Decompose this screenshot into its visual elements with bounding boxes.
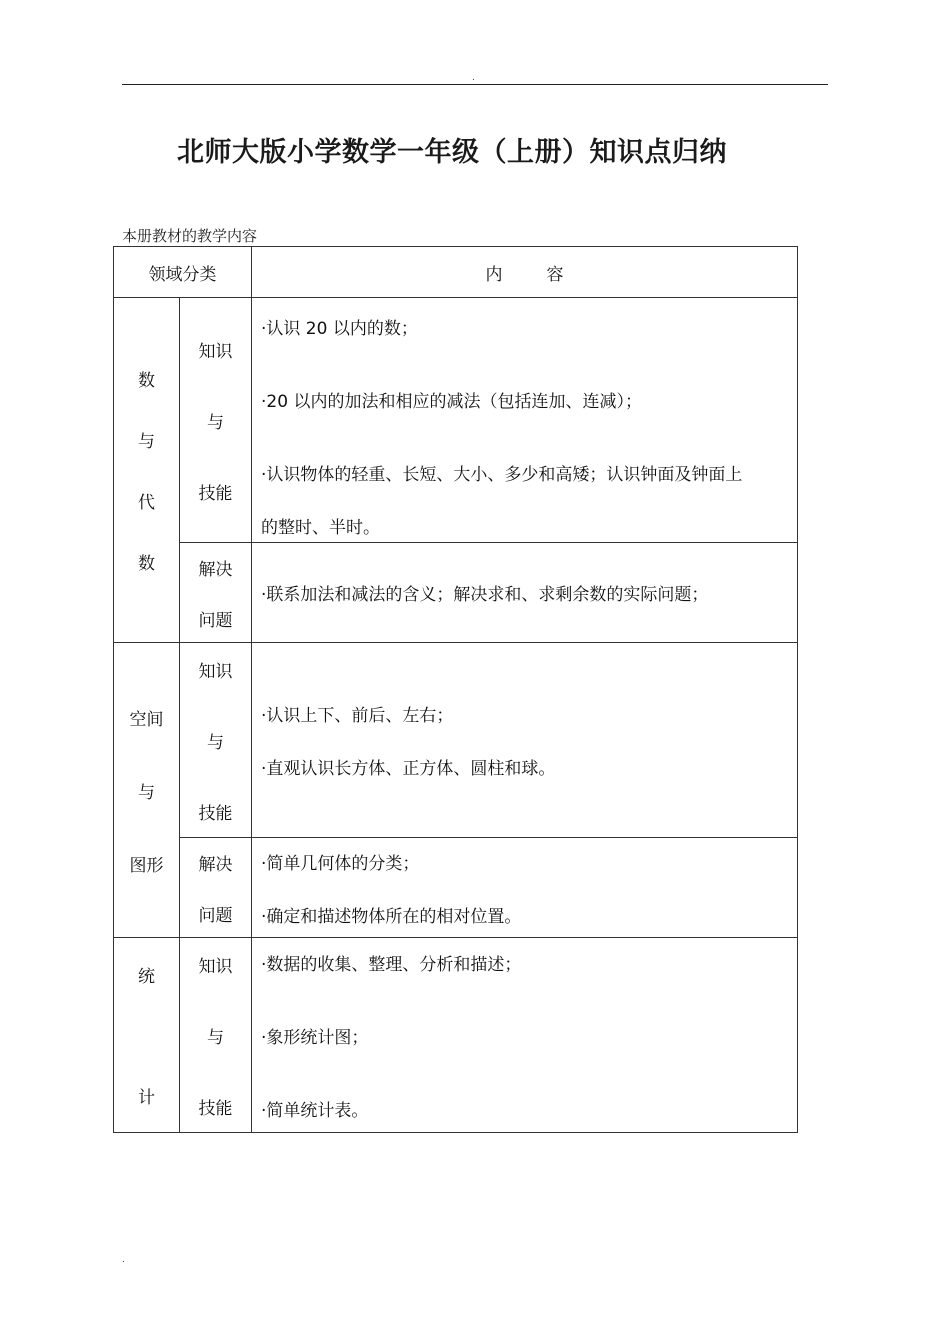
content-cell [252,938,798,1133]
header-domain-label: 领域分类 [148,264,217,285]
content-cell [252,298,798,543]
header-rule [122,84,828,85]
header-content-cell [252,247,798,298]
sub-cell-problem-solving [180,838,252,938]
sub-line: 知识 [198,956,233,977]
domain-line: 数 [138,554,155,574]
domain-cell-number-algebra [114,298,180,643]
sub-line: 技能 [198,1098,233,1119]
footer-dot: . [122,1255,125,1265]
header-content-label-a: 内 [485,264,503,285]
content-cell [252,643,798,838]
sub-line: 与 [207,412,224,433]
content-line: ·联系加法和减法的含义；解决求和、求剩余数的实际问题； [261,585,709,605]
content-cell [252,543,798,643]
content-table [113,246,798,1133]
content-line: ·简单统计表。 [261,1100,369,1121]
sub-cell-problem-solving [180,543,252,643]
content-line: ·象形统计图； [261,1027,369,1048]
content-line: ·简单几何体的分类； [261,853,420,874]
content-line: ·直观认识长方体、正方体、圆柱和球。 [261,759,556,779]
domain-line: 与 [138,782,155,803]
domain-line: 图形 [129,855,164,876]
header-domain-cell [114,247,252,298]
content-line: ·认识 20 以内的数； [261,319,418,339]
domain-line: 代 [138,493,155,513]
table-header-row [114,247,798,298]
domain-line: 数 [138,371,155,391]
domain-cell-space-geometry [114,643,180,938]
content-line: ·数据的收集、整理、分析和描述； [261,954,522,975]
table-row [114,838,798,938]
sub-line: 技能 [198,803,233,824]
content-line: ·确定和描述物体所在的相对位置。 [261,906,522,927]
sub-line: 技能 [198,483,233,504]
table-row [114,938,798,1133]
domain-line: 统 [138,967,155,987]
sub-cell-knowledge-skills [180,643,252,838]
domain-line: 与 [138,432,155,452]
sub-line: 问题 [198,905,233,926]
content-cell [252,838,798,938]
content-line: ·认识物体的轻重、长短、大小、多少和高矮；认识钟面及钟面上 [261,465,743,485]
header-content-label-b: 容 [546,264,564,285]
domain-cell-statistics [114,938,180,1133]
content-line: ·20 以内的加法和相应的减法（包括连加、连减）； [261,392,642,412]
sub-line: 知识 [198,661,233,682]
table-row [114,543,798,643]
sub-line: 解决 [198,559,233,580]
domain-line: 空间 [129,709,164,730]
table-row [114,298,798,543]
page-title: 北师大版小学数学一年级（上册）知识点归纳 [177,137,727,168]
table-caption: 本册教材的教学内容 [122,227,258,245]
sub-cell-knowledge-skills [180,938,252,1133]
domain-line: 计 [138,1088,155,1108]
header-dot: . [472,73,475,83]
sub-line: 解决 [198,854,233,875]
content-line: 的整时、半时。 [261,518,380,538]
sub-cell-knowledge-skills [180,298,252,543]
table-row [114,643,798,838]
sub-line: 与 [207,1027,224,1048]
content-line: ·认识上下、前后、左右； [261,706,454,726]
sub-line: 与 [207,732,224,753]
sub-line: 问题 [198,610,233,631]
sub-line: 知识 [198,341,233,362]
